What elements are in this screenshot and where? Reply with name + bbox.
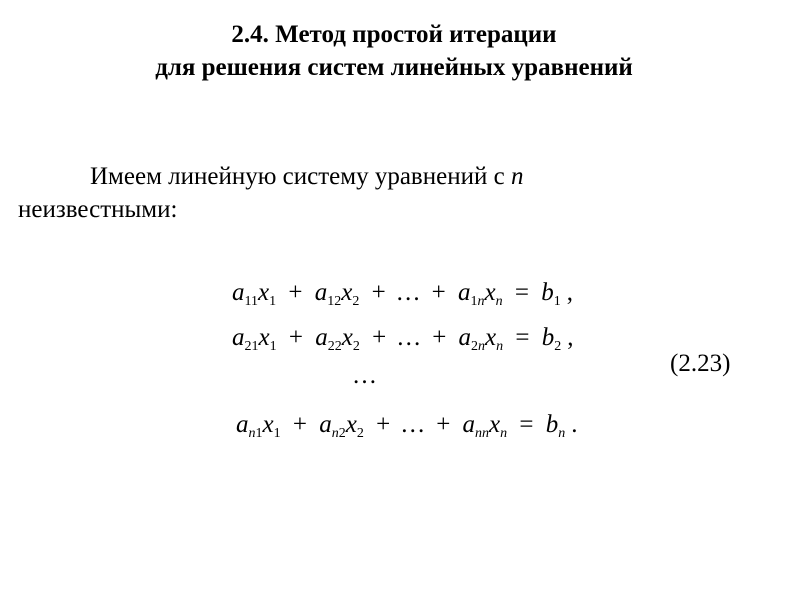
equation-ellipsis: … xyxy=(352,362,378,389)
equation-row-n: $a_{n1}x_1 + a_{n2}x_2$ + … + $a_{nn}x_n = b_n$ . xyxy=(236,411,578,441)
title-line-1: 2.4. Метод простой итерации xyxy=(231,21,557,48)
equation-row-1: $a_{11}x_1 + a_{12}x_2$ + … + $a_{1n}x_n = b_1$ , xyxy=(232,279,573,309)
intro-text-2: неизвестными: xyxy=(18,196,178,223)
equation-number: (2.23) xyxy=(670,350,731,377)
slide-title xyxy=(0,18,788,84)
intro-text: Имеем линейную систему уравнений с xyxy=(90,163,511,190)
equation-row-2: $a_{21}x_1 + a_{22}x_2$ + … + $a_{2n}x_n = b_2$ , xyxy=(232,324,574,354)
title-line-2: для решения систем линейных уравнений xyxy=(155,54,633,81)
intro-variable-n: n xyxy=(510,163,524,190)
intro-paragraph xyxy=(18,160,718,226)
